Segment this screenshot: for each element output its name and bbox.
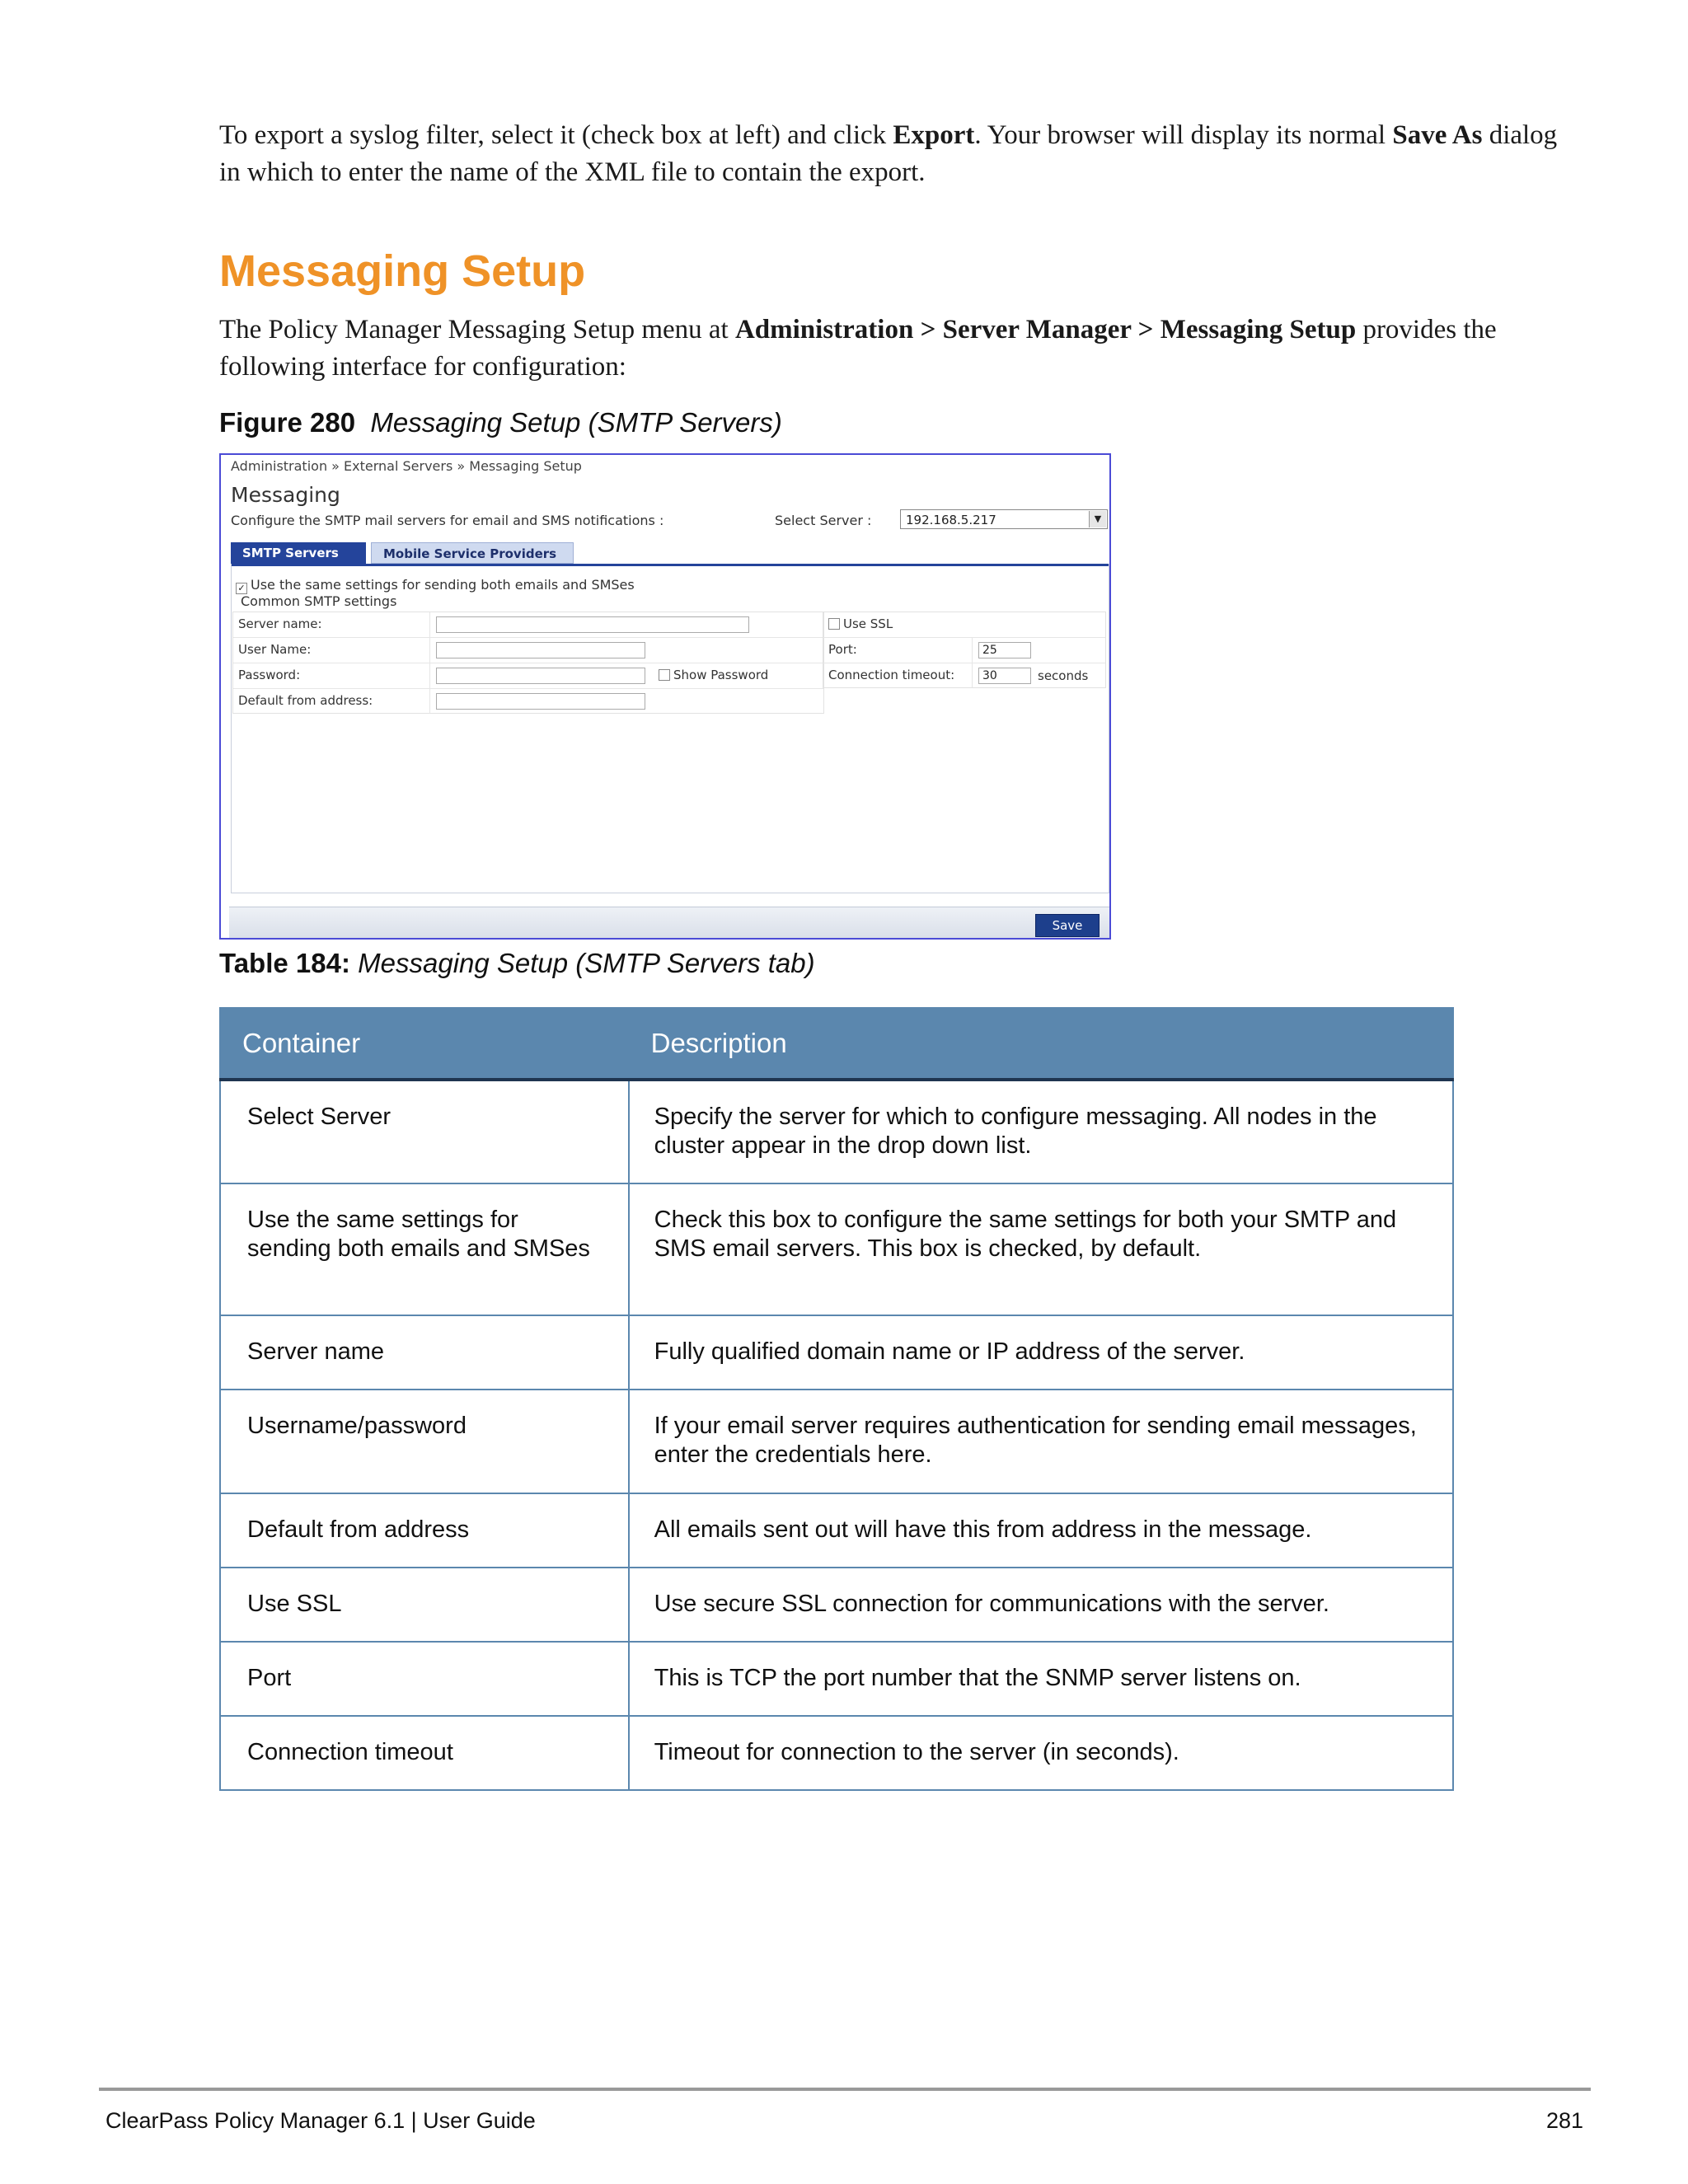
server-name-input[interactable] xyxy=(436,616,749,633)
table-row xyxy=(220,1080,1453,1183)
description-cell: This is TCP the port number that the SNMP server listens on. xyxy=(629,1642,1453,1716)
port-input[interactable]: 25 xyxy=(978,642,1031,658)
page-description: Configure the SMTP mail servers for email and SMS notifications : xyxy=(231,513,664,528)
section-title: Messaging Setup xyxy=(219,246,586,296)
show-password-option[interactable] xyxy=(659,668,768,682)
timeout-label: Connection timeout: xyxy=(828,668,955,682)
seconds-unit: seconds xyxy=(1038,668,1089,683)
section-intro xyxy=(219,312,1563,386)
table-row xyxy=(220,1315,1453,1390)
intro-text-2: . Your browser will display its normal xyxy=(974,120,1393,150)
table-row xyxy=(220,1183,1453,1315)
container-cell: Connection timeout xyxy=(220,1716,629,1790)
save-as-term: Save As xyxy=(1392,120,1483,150)
intro-text: To export a syslog filter, select it (check box at left) and click xyxy=(219,120,893,150)
container-cell: Server name xyxy=(220,1315,629,1390)
chevron-down-icon[interactable]: ▼ xyxy=(1089,511,1106,527)
table-row xyxy=(220,1390,1453,1493)
figure-title: Messaging Setup (SMTP Servers) xyxy=(370,407,782,438)
description-cell: If your email server requires authentication for sending email messages, enter the credentials here. xyxy=(629,1390,1453,1493)
section-intro-text: The Policy Manager Messaging Setup menu at xyxy=(219,315,735,344)
messaging-setup-table xyxy=(219,1007,1454,1791)
select-server-dropdown[interactable] xyxy=(900,509,1108,529)
description-cell: All emails sent out will have this from address in the message. xyxy=(629,1493,1453,1568)
show-password-label: Show Password xyxy=(673,668,769,682)
menu-path-separator: > xyxy=(1131,315,1160,344)
select-server-label: Select Server : xyxy=(775,513,872,528)
page-title: Messaging xyxy=(231,483,340,507)
menu-path-messaging-setup: Messaging Setup xyxy=(1160,315,1357,344)
column-header-container: Container xyxy=(220,1008,629,1080)
breadcrumb: Administration » External Servers » Messaging Setup xyxy=(231,458,582,474)
footer-guide-title: ClearPass Policy Manager 6.1 | User Guide xyxy=(106,2108,536,2133)
default-from-label: Default from address: xyxy=(238,693,373,708)
user-name-input[interactable] xyxy=(436,642,645,658)
page-number: 281 xyxy=(1546,2108,1584,2133)
port-row xyxy=(823,638,1105,663)
timeout-row xyxy=(823,663,1105,689)
description-cell: Specify the server for which to configure messaging. All nodes in the cluster appear in the drop down list. xyxy=(629,1080,1453,1183)
tab-smtp-servers[interactable]: SMTP Servers xyxy=(231,542,366,564)
use-ssl-label: Use SSL xyxy=(843,616,893,631)
table-number: Table 184: xyxy=(219,948,350,978)
section-intro-text-2: provides the following interface for configuration: xyxy=(219,315,1497,382)
default-from-input[interactable] xyxy=(436,693,645,710)
intro-paragraph xyxy=(219,117,1563,191)
table-row xyxy=(220,1716,1453,1790)
same-settings-checkbox[interactable]: ✓ xyxy=(236,583,247,594)
container-cell: Use the same settings for sending both emails and SMSes xyxy=(220,1183,629,1315)
description-cell: Fully qualified domain name or IP address of the server. xyxy=(629,1315,1453,1390)
tab-mobile-service-providers[interactable]: Mobile Service Providers xyxy=(371,542,574,564)
column-header-description: Description xyxy=(629,1008,1453,1080)
menu-path-separator: > xyxy=(913,315,943,344)
use-ssl-option[interactable] xyxy=(828,616,893,631)
export-term: Export xyxy=(893,120,975,150)
intro-text-3: dialog in which to enter the name of the XML file to contain the export. xyxy=(219,120,1558,187)
figure-caption xyxy=(219,407,782,438)
description-cell: Timeout for connection to the server (in seconds). xyxy=(629,1716,1453,1790)
menu-path-administration: Administration xyxy=(734,315,914,344)
show-password-checkbox[interactable] xyxy=(659,669,670,681)
user-name-label: User Name: xyxy=(238,642,312,657)
password-label: Password: xyxy=(238,668,301,682)
password-input[interactable] xyxy=(436,668,645,684)
connection-settings-form xyxy=(823,612,1106,688)
messaging-setup-screenshot xyxy=(219,453,1111,940)
server-name-label: Server name: xyxy=(238,616,322,631)
description-cell: Use secure SSL connection for communications with the server. xyxy=(629,1568,1453,1642)
container-cell: Default from address xyxy=(220,1493,629,1568)
use-ssl-row xyxy=(823,612,1105,638)
password-row xyxy=(233,663,823,689)
container-cell: Username/password xyxy=(220,1390,629,1493)
table-title: Messaging Setup (SMTP Servers tab) xyxy=(358,948,815,978)
container-cell: Select Server xyxy=(220,1080,629,1183)
figure-number: Figure 280 xyxy=(219,407,356,438)
common-settings-heading: Common SMTP settings xyxy=(241,593,397,609)
table-header-row xyxy=(220,1008,1453,1080)
description-cell: Check this box to configure the same settings for both your SMTP and SMS email servers. This box is checked, by default. xyxy=(629,1183,1453,1315)
container-cell: Port xyxy=(220,1642,629,1716)
tab-bar xyxy=(231,542,1109,566)
common-settings-form xyxy=(232,612,824,714)
use-ssl-checkbox[interactable] xyxy=(828,618,840,630)
table-row xyxy=(220,1642,1453,1716)
table-row xyxy=(220,1568,1453,1642)
table-caption xyxy=(219,948,815,979)
table-row xyxy=(220,1493,1453,1568)
select-server-value: 192.168.5.217 xyxy=(906,513,996,527)
port-label: Port: xyxy=(828,642,857,657)
default-from-row xyxy=(233,689,823,715)
container-cell: Use SSL xyxy=(220,1568,629,1642)
footer-divider xyxy=(99,2088,1591,2091)
save-button[interactable]: Save xyxy=(1035,914,1100,937)
form-footer xyxy=(229,907,1111,939)
server-name-row xyxy=(233,612,823,638)
menu-path-server-manager: Server Manager xyxy=(942,315,1132,344)
same-settings-option[interactable] xyxy=(236,577,635,594)
timeout-input[interactable]: 30 xyxy=(978,668,1031,684)
same-settings-label: Use the same settings for sending both emails and SMSes xyxy=(251,577,635,593)
user-name-row xyxy=(233,638,823,663)
